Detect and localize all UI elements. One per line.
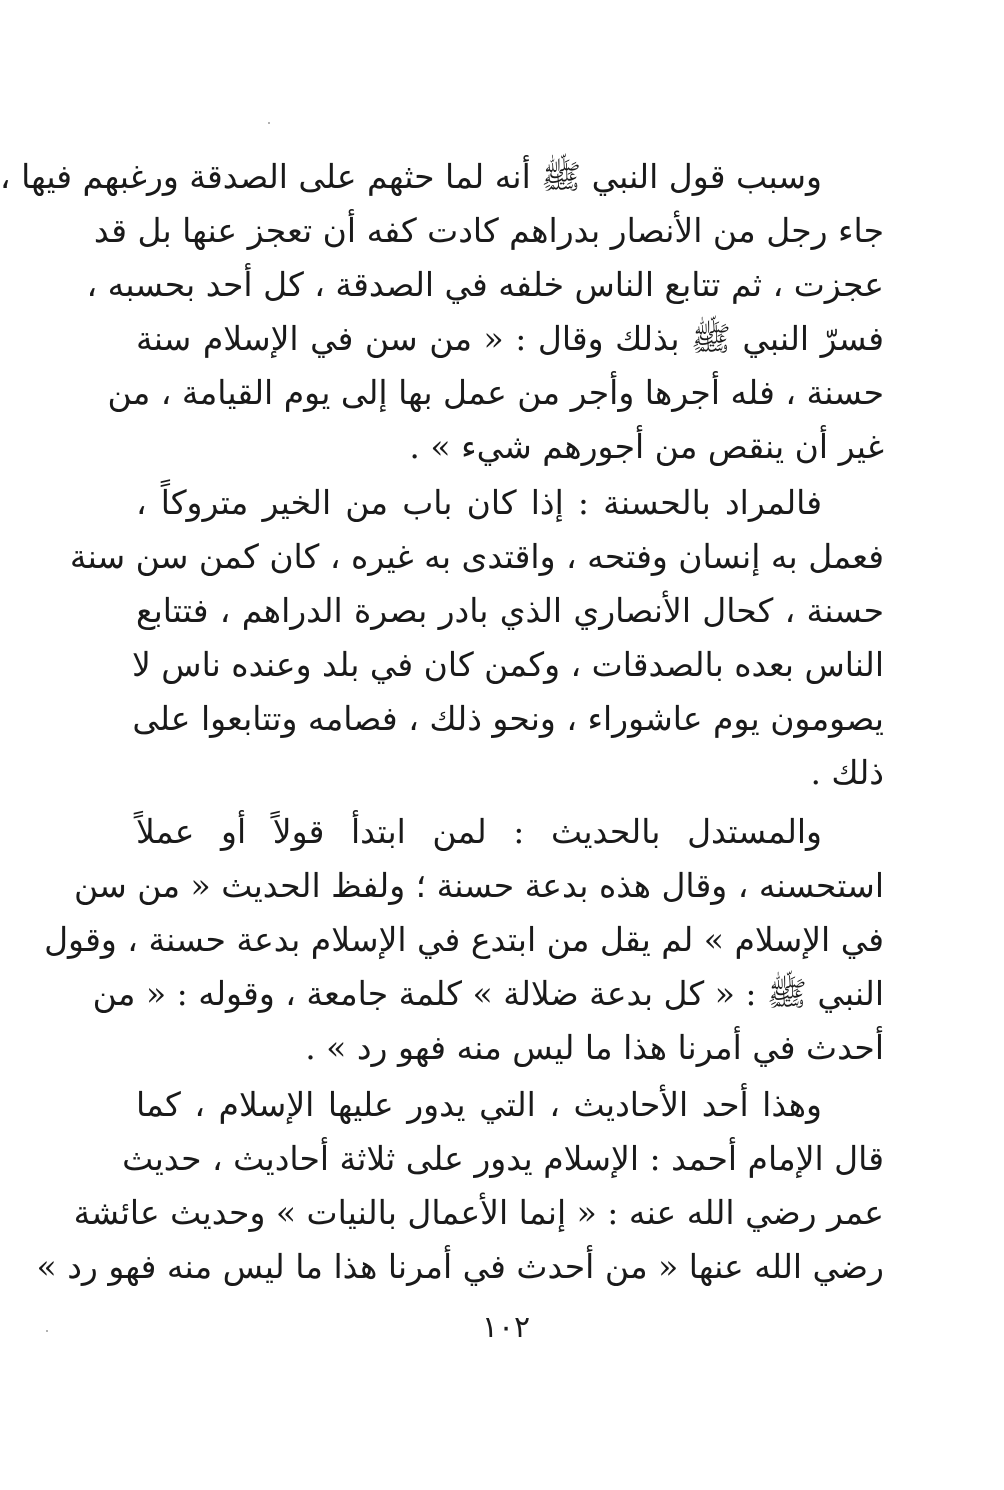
- text-line: والمستدل بالحديث : لمن ابتدأ قولاً أو عملاً: [136, 812, 822, 851]
- text-line: فعمل به إنسان وفتحه ، واقتدى به غيره ، كان كمن سن سنة: [69, 537, 884, 576]
- text-line: جاء رجل من الأنصار بدراهم كادت كفه أن تعجز عنها بل قد: [93, 211, 884, 250]
- text-line: غير أن ينقص من أجورهم شيء » .: [409, 427, 884, 466]
- text-line: يصومون يوم عاشوراء ، ونحو ذلك ، فصامه وتتابعوا على: [132, 699, 884, 738]
- paragraph-text: [0, 150, 884, 474]
- text-line: عجزت ، ثم تتابع الناس خلفه في الصدقة ، كل أحد بحسبه ،: [86, 265, 884, 304]
- paragraph-text: [69, 476, 884, 800]
- text-line: وهذا أحد الأحاديث ، التي يدور عليها الإسلام ، كما: [136, 1085, 822, 1124]
- text-line: فالمراد بالحسنة : إذا كان باب من الخير متروكاً ،: [136, 483, 822, 522]
- text-line: فسرّ النبي ﷺ بذلك وقال : « من سن في الإسلام سنة: [136, 319, 884, 358]
- text-line: وسبب قول النبي ﷺ أنه لما حثهم على الصدقة ورغبهم فيها ،: [0, 157, 822, 196]
- text-line: رضي الله عنها « من أحدث في أمرنا هذا ما ليس منه فهو رد »: [36, 1247, 884, 1286]
- text-line: الناس بعده بالصدقات ، وكمن كان في بلد وعنده ناس لا: [131, 645, 884, 684]
- paragraph-2: [69, 476, 884, 800]
- text-line: في الإسلام » لم يقل من ابتدع في الإسلام بدعة حسنة ، وقول: [44, 920, 884, 959]
- paragraph-text: [44, 805, 884, 1075]
- page-number: ١٠٢: [481, 1310, 531, 1345]
- text-line: استحسنه ، وقال هذه بدعة حسنة ؛ ولفظ الحديث « من سن: [73, 866, 884, 905]
- text-line: أحدث في أمرنا هذا ما ليس منه فهو رد » .: [305, 1028, 884, 1067]
- text-line: حسنة ، فله أجرها وأجر من عمل بها إلى يوم القيامة ، من: [107, 373, 884, 412]
- paragraph-4: [36, 1078, 884, 1294]
- text-line: قال الإمام أحمد : الإسلام يدور على ثلاثة أحاديث ، حديث: [122, 1139, 884, 1178]
- text-line: ذلك .: [810, 753, 884, 792]
- text-line: حسنة ، كحال الأنصاري الذي بادر بصرة الدراهم ، فتتابع: [136, 591, 884, 630]
- paragraph-text: [36, 1078, 884, 1294]
- paragraph-3: [44, 805, 884, 1075]
- paragraph-1: [0, 150, 884, 474]
- text-line: النبي ﷺ : « كل بدعة ضلالة » كلمة جامعة ، وقوله : « من: [92, 974, 884, 1013]
- text-line: عمر رضي الله عنه : « إنما الأعمال بالنيات » وحديث عائشة: [73, 1193, 884, 1232]
- scan-speck: [268, 122, 270, 124]
